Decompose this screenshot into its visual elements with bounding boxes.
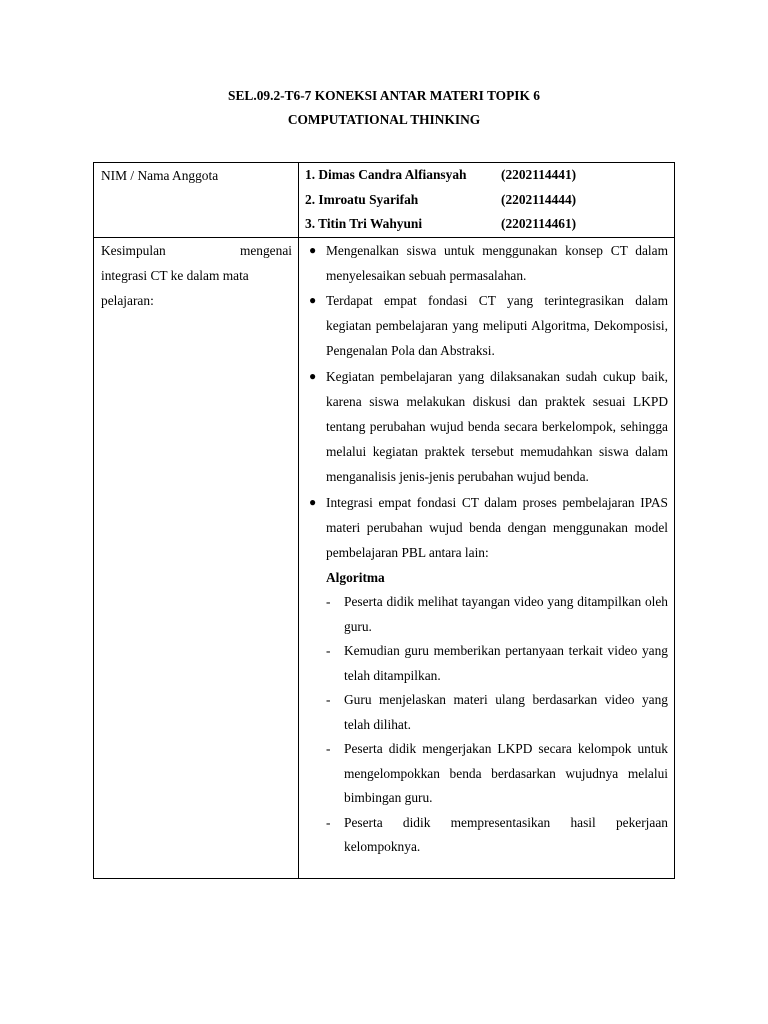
member-nim: (2202114441) (501, 167, 577, 182)
member-name: 3. Titin Tri Wahyuni (305, 216, 423, 231)
member-name: 1. Dimas Candra Alfiansyah (305, 167, 467, 182)
bullet-icon: ● (309, 494, 317, 509)
dash-icon: - (326, 814, 331, 830)
member-name: 2. Imroatu Syarifah (305, 191, 419, 207)
member-list (305, 163, 668, 237)
dash-text: Peserta didik mengerjakan LKPD secara kelompok untuk mengelompokkan benda berdasarkan wujudnya melalui bimbingan guru. (344, 741, 668, 806)
dash-icon: - (326, 692, 331, 708)
cell-bottom-spacing (305, 860, 668, 878)
bullet-text: Mengenalkan siswa untuk menggunakan konsep CT dalam menyelesaikan sebuah permasalahan. (326, 242, 668, 283)
section-heading-algoritma: Algoritma (326, 570, 385, 586)
bullet-text: Integrasi empat fondasi CT dalam proses pembelajaran IPAS materi perubahan wujud benda dengan menggunakan model pembelajaran PBL antara lain: (326, 494, 668, 560)
conclusion-label-cell (94, 237, 299, 878)
members-label-cell (94, 163, 299, 238)
dash-text: Peserta didik melihat tayangan video yang ditampilkan oleh guru. (344, 594, 668, 634)
bullet-item (305, 490, 668, 566)
table-row-conclusion (94, 237, 675, 878)
dash-item (326, 639, 668, 688)
document-title-line2: COMPUTATIONAL THINKING (287, 112, 481, 127)
member-item (305, 163, 668, 188)
conclusion-label-line: integrasi CT ke dalam mata (101, 267, 249, 283)
member-nim: (2202114444) (501, 191, 577, 207)
bullet-icon: ● (309, 368, 317, 383)
bullet-text: Terdapat empat fondasi CT yang terintegrasikan dalam kegiatan pembelajaran yang meliputi Algoritma, Dekomposisi, Pengenalan Pola dan Abstraksi. (326, 292, 668, 359)
dash-text: Peserta didik mempresentasikan hasil pekerjaan kelompoknya. (344, 814, 668, 855)
dash-item (326, 688, 668, 737)
dash-list (305, 590, 668, 860)
dash-item (326, 811, 668, 860)
dash-text: Guru menjelaskan materi ulang berdasarkan video yang telah dilihat. (344, 692, 668, 732)
conclusion-cell (299, 237, 675, 878)
label-word: mengenai (239, 242, 292, 258)
dash-item (326, 737, 668, 811)
members-cell (299, 163, 675, 238)
bullet-list (305, 238, 668, 566)
conclusion-label (101, 238, 292, 314)
table-row-members (94, 163, 675, 238)
bullet-item (305, 238, 668, 288)
bullet-text: Kegiatan pembelajaran yang dilaksanakan sudah cukup baik, karena siswa melakukan diskusi dan praktek sesuai LKPD tentang perubahan wujud benda secara berkelompok, sehingga melalui kegiatan praktek tersebut memudahkan siswa dalam menganalisis jenis-jenis perubahan wujud benda. (326, 368, 668, 485)
dash-item (326, 590, 668, 639)
bullet-icon: ● (309, 292, 317, 307)
document-title-line1: SEL.09.2-T6-7 KONEKSI ANTAR MATERI TOPIK 6 (228, 88, 540, 103)
bullet-item (305, 364, 668, 490)
label-word: Kesimpulan (101, 242, 166, 258)
conclusion-label-line (101, 238, 292, 263)
info-table (93, 162, 675, 879)
bullet-item (305, 288, 668, 364)
member-item (305, 188, 668, 213)
dash-icon: - (326, 741, 331, 757)
member-item (305, 212, 668, 237)
dash-icon: - (326, 643, 331, 659)
member-nim: (2202114461) (501, 216, 577, 231)
dash-text: Kemudian guru memberikan pertanyaan terkait video yang telah ditampilkan. (344, 643, 668, 683)
bullet-icon: ● (309, 242, 317, 257)
conclusion-label-line: pelajaran: (101, 292, 154, 308)
members-label: NIM / Nama Anggota (101, 168, 219, 183)
dash-icon: - (326, 594, 331, 610)
